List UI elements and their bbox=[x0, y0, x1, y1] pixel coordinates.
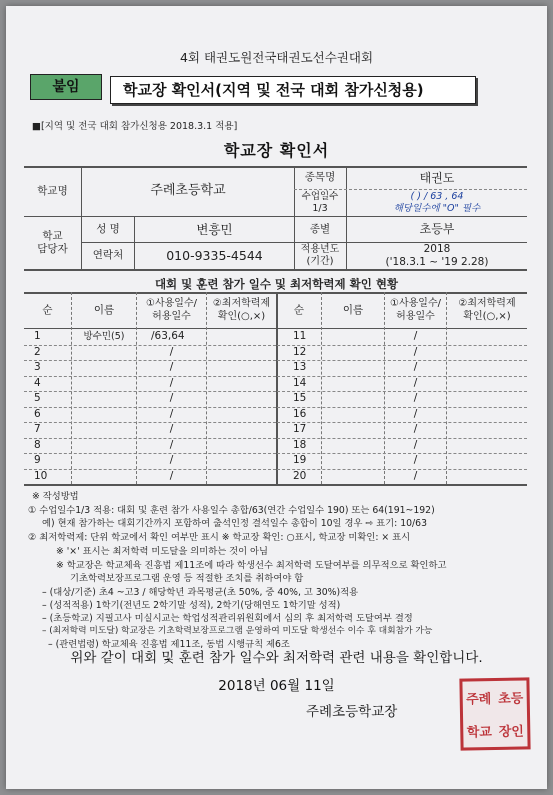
left-row-name-5 bbox=[72, 391, 136, 407]
note-line: ※ '×' 표시는 최저학력 미도달을 의미하는 것이 아님 bbox=[56, 546, 269, 557]
right-row-check-12 bbox=[447, 345, 527, 361]
right-row-name-11 bbox=[322, 329, 384, 345]
col-name-header: 이름 bbox=[93, 303, 115, 316]
right-row-days-17: / bbox=[413, 423, 418, 436]
left-row-days-6: / bbox=[169, 407, 174, 420]
note-line: 기초학력보장프로그램 운영 등 적절한 조치를 취하여야 함 bbox=[70, 573, 304, 584]
year-value-line1: 2018 bbox=[423, 242, 451, 255]
note-line: ① 수업일수1/3 적용: 대회 및 훈련 참가 사용일수 총합/63(연간 수업일수 190) 또는 64(191~192) bbox=[28, 505, 435, 516]
table-title: 대회 및 훈련 참가 일수 및 최저학력제 확인 현황 bbox=[154, 277, 399, 291]
right-row-number-17: 17 bbox=[293, 423, 307, 436]
right-row-number-19: 19 bbox=[293, 454, 307, 467]
right-row-days-19: / bbox=[413, 454, 418, 467]
note-line: – (관련법령) 학교체육 진흥법 제11조, 동법 시행규칙 제6조 bbox=[48, 639, 290, 650]
note-heading: ※ 작성방법 bbox=[32, 491, 79, 502]
col-check-header bbox=[207, 293, 276, 328]
seal-char: 주례 bbox=[466, 692, 492, 708]
right-row-name-19 bbox=[322, 453, 384, 469]
left-row-number-6: 6 bbox=[34, 407, 41, 420]
left-row-name-9 bbox=[72, 453, 136, 469]
left-row-days-8: / bbox=[169, 438, 174, 451]
left-row-check-2 bbox=[207, 345, 276, 361]
note-line: ※ 학교장은 학교체육 진흥법 제11조에 따라 학생선수 최저학력 도달여부를 의무적으로 확인하고 bbox=[56, 560, 447, 571]
right-row-number-18: 18 bbox=[293, 438, 307, 451]
school-days-label bbox=[294, 189, 346, 216]
right-row-check-17 bbox=[447, 422, 527, 438]
note-line: – (최저학력 미도달) 학교장은 기초학력보장프로그램 운영하여 미도달 학생선수 이수 후 대회참가 가능 bbox=[42, 626, 433, 636]
right-row-check-14 bbox=[447, 376, 527, 392]
left-row-number-9: 9 bbox=[34, 454, 41, 467]
left-row-name-1: 방수민(5) bbox=[83, 330, 125, 342]
col-days-header-line2: 허용일수 bbox=[152, 310, 191, 322]
manager-label-line1: 학교 bbox=[42, 229, 63, 242]
left-row-number-1: 1 bbox=[34, 330, 41, 343]
left-row-name-4 bbox=[72, 376, 136, 392]
left-row-check-5 bbox=[207, 391, 276, 407]
right-row-days-12: / bbox=[413, 345, 418, 358]
right-row-check-18 bbox=[447, 438, 527, 454]
left-row-check-3 bbox=[207, 360, 276, 376]
left-row-days-1: /63,64 bbox=[151, 330, 185, 343]
right-row-days-13: / bbox=[413, 361, 418, 374]
right-row-number-13: 13 bbox=[293, 361, 307, 374]
col-days-header-line1: ①사용일수/ bbox=[146, 298, 197, 309]
left-row-name-3 bbox=[72, 360, 136, 376]
left-row-name-6 bbox=[72, 407, 136, 423]
left-row-days-9: / bbox=[169, 454, 174, 467]
col-check-header-right-line1: ②최저학력제 bbox=[458, 298, 516, 309]
left-row-name-7 bbox=[72, 422, 136, 438]
col-days-header-right bbox=[385, 293, 446, 328]
left-row-check-8 bbox=[207, 438, 276, 454]
right-row-number-20: 20 bbox=[293, 469, 307, 482]
left-row-days-5: / bbox=[169, 392, 174, 405]
note-line: 예) 현재 참가하는 대회기간까지 포함하여 출석인정 결석일수 총합이 10일 경우 ⇨ 표기: 10/63 bbox=[42, 518, 428, 529]
left-row-days-2: / bbox=[169, 345, 174, 358]
left-row-name-2 bbox=[72, 345, 136, 361]
year-label bbox=[294, 243, 346, 269]
right-row-check-16 bbox=[447, 407, 527, 423]
col-name-header-right: 이름 bbox=[342, 303, 364, 316]
contact-label: 연락처 bbox=[92, 249, 124, 262]
school-value: 주례초등학교 bbox=[150, 183, 226, 199]
col-check-header-line2: 확인(○,×) bbox=[217, 310, 266, 322]
sport-value: 태권도 bbox=[419, 170, 455, 185]
manager-label bbox=[24, 217, 81, 269]
right-row-days-16: / bbox=[413, 407, 418, 420]
school-label: 학교명 bbox=[37, 184, 68, 197]
school-days-hint: 해당일수에 "O" 필수 bbox=[393, 202, 481, 214]
name-label: 성 명 bbox=[96, 222, 120, 235]
year-label-line2: (기간) bbox=[306, 256, 334, 267]
left-row-number-4: 4 bbox=[34, 376, 41, 389]
col-check-header-right-line2: 확인(○,×) bbox=[463, 310, 511, 322]
right-row-check-11 bbox=[447, 329, 527, 345]
right-row-days-11: / bbox=[413, 330, 418, 343]
left-row-check-6 bbox=[207, 407, 276, 423]
right-row-name-15 bbox=[322, 391, 384, 407]
school-days-value bbox=[347, 189, 527, 216]
year-value bbox=[347, 243, 527, 269]
form-note: ■[지역 및 전국 대회 참가신청용 2018.3.1 적용] bbox=[32, 121, 238, 132]
left-row-number-8: 8 bbox=[34, 438, 41, 451]
left-row-days-4: / bbox=[169, 376, 174, 389]
col-check-header-line1: ②최저학력제 bbox=[212, 298, 271, 309]
document-page bbox=[6, 6, 547, 789]
school-days-label-line2: 1/3 bbox=[312, 202, 328, 214]
left-row-days-10: / bbox=[169, 469, 174, 482]
right-row-name-18 bbox=[322, 438, 384, 454]
left-row-number-3: 3 bbox=[34, 361, 41, 374]
left-row-check-4 bbox=[207, 376, 276, 392]
closing-statement: 위와 같이 대회 및 훈련 참가 일수와 최저학력 관련 내용을 확인합니다. bbox=[70, 650, 483, 666]
left-row-name-8 bbox=[72, 438, 136, 454]
note-line: ② 최저학력제: 단위 학교에서 확인 여부만 표시 ※ 학교장 확인: ○표시, 학교장 미확인: × 표시 bbox=[28, 532, 411, 543]
right-row-name-13 bbox=[322, 360, 384, 376]
right-row-check-15 bbox=[447, 391, 527, 407]
right-row-name-17 bbox=[322, 422, 384, 438]
right-row-days-20: / bbox=[413, 469, 418, 482]
sport-label: 종목명 bbox=[304, 171, 336, 184]
right-row-number-15: 15 bbox=[293, 392, 307, 405]
right-row-number-16: 16 bbox=[293, 407, 307, 420]
right-row-check-20 bbox=[447, 469, 527, 485]
left-row-days-7: / bbox=[169, 423, 174, 436]
signer-name: 주례초등학교장 bbox=[306, 704, 398, 720]
left-row-number-10: 10 bbox=[34, 469, 48, 482]
manager-label-line2: 담당자 bbox=[37, 243, 68, 255]
seal-char: 초등 bbox=[498, 691, 524, 707]
form-title: 학교장 확인서(지역 및 전국 대회 참가신청용) bbox=[110, 76, 476, 104]
left-row-check-9 bbox=[207, 453, 276, 469]
right-row-number-12: 12 bbox=[293, 345, 307, 358]
left-row-number-2: 2 bbox=[34, 345, 41, 358]
issue-date: 2018년 06월 11일 bbox=[218, 678, 335, 694]
event-title: 4회 태권도원전국태권도선수권대회 bbox=[179, 50, 374, 65]
attachment-badge: 붙임 bbox=[30, 74, 102, 100]
col-days-header-right-line1: ①사용일수/ bbox=[390, 298, 441, 309]
division-value: 초등부 bbox=[419, 222, 455, 236]
left-row-check-1 bbox=[207, 329, 276, 345]
division-label: 종별 bbox=[309, 222, 331, 235]
right-row-days-15: / bbox=[413, 392, 418, 405]
right-row-days-14: / bbox=[413, 376, 418, 389]
right-row-name-14 bbox=[322, 376, 384, 392]
school-days-label-line1: 수업일수 bbox=[301, 190, 339, 202]
col-days-header bbox=[137, 293, 206, 328]
note-line: – (초등학교) 지필고사 미실시교는 학업성적관리위원회에서 심의 후 최저학력 도달여부 결정 bbox=[42, 613, 413, 624]
note-line: – (성적적용) 1학기(전년도 2학기말 성적), 2학기(당해연도 1학기말 성적) bbox=[42, 600, 341, 611]
document-title: 학교장 확인서 bbox=[223, 141, 330, 160]
right-row-check-13 bbox=[447, 360, 527, 376]
left-row-number-7: 7 bbox=[34, 423, 41, 436]
name-value: 변흥민 bbox=[196, 221, 233, 237]
official-seal-stamp bbox=[459, 677, 530, 750]
contact-value: 010-9335-4544 bbox=[166, 248, 263, 264]
school-days-fraction: ( ) / 63 , 64 bbox=[410, 190, 464, 202]
left-row-check-10 bbox=[207, 469, 276, 485]
right-row-name-20 bbox=[322, 469, 384, 485]
right-row-check-19 bbox=[447, 453, 527, 469]
note-line: – (대상/기준) 초4 ~고3 / 해당학년 과목평균(초 50%, 중 40%, 고 30%)적용 bbox=[42, 587, 359, 598]
seal-char: 학교 bbox=[466, 725, 493, 741]
right-row-name-12 bbox=[322, 345, 384, 361]
year-value-line2: ('18.3.1 ~ '19 2.28) bbox=[385, 256, 489, 268]
right-row-name-16 bbox=[322, 407, 384, 423]
left-row-days-3: / bbox=[169, 361, 174, 374]
col-check-header-right bbox=[447, 293, 527, 328]
left-row-name-10 bbox=[72, 469, 136, 485]
left-row-number-5: 5 bbox=[34, 392, 41, 405]
year-label-line1: 적용년도 bbox=[300, 243, 340, 255]
seal-char: 장인 bbox=[498, 724, 525, 740]
col-days-header-right-line2: 허용일수 bbox=[396, 310, 435, 322]
left-row-check-7 bbox=[207, 422, 276, 438]
col-no-header-right: 순 bbox=[293, 303, 305, 316]
right-row-number-11: 11 bbox=[293, 330, 307, 343]
right-row-number-14: 14 bbox=[293, 376, 307, 389]
col-no-header: 순 bbox=[42, 303, 53, 316]
right-row-days-18: / bbox=[413, 438, 418, 451]
